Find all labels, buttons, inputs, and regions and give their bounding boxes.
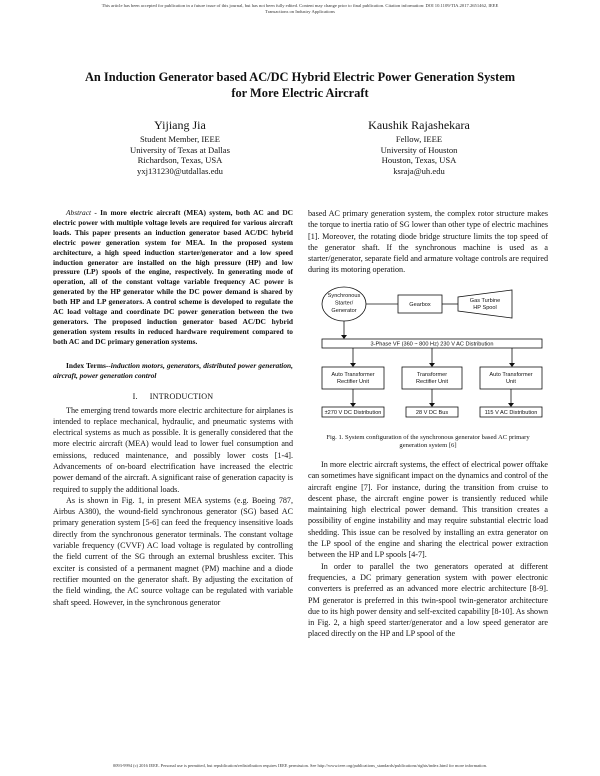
figure-1-caption: Fig. 1. System configuration of the synchronous generator based AC primary generation system [6] bbox=[326, 433, 530, 450]
system-diagram bbox=[308, 282, 548, 432]
author-block-2 bbox=[309, 118, 529, 177]
author-membership: Fellow, IEEE bbox=[395, 134, 443, 144]
body-paragraph: In order to parallel the two generators operated at different frequencies, a DC primary generation system with power electronic converters is preferred as an advanced more electric architecture [8-9]. PM generator is preferred in this twin-spool twin-generator architecture due to its high power density and self-excited capability [8-10]. As shown in Fig. 2, a high speed starter/generator and a low speed generator are placed directly on the HP and LP spool of the bbox=[308, 561, 548, 639]
atu-box bbox=[480, 367, 542, 389]
tru-label-2: Rectifier Unit bbox=[415, 378, 449, 385]
abstract-text: - In more electric aircraft (MEA) system, both AC and DC electric power with multiple voltage levels are required for various aircraft loads. This paper presents an induction generator based AC/DC hybrid electric power generation system for MEA. In the proposed system architecture, a high speed induction starter/generator and a low speed induction generator are installed on the high pressure (HP) and low pressure (LP) spools of the engine, respectively. In generating mode of operation, all of the constant voltage variable frequency AC power is generated by the HP generator while the DC power demand is shared by both HP and LP generators. A control scheme is developed to regulate the AC load voltage and coordinate DC power generation between the two generators. The proposed induction generator based AC/DC hybrid generation system results in reduced hardware requirement compared to both AC and DC primary generation systems. bbox=[53, 208, 293, 346]
tru-box bbox=[402, 367, 462, 389]
author-location: Richardson, Texas, USA bbox=[137, 155, 223, 166]
abstract bbox=[53, 208, 293, 347]
author-block-1 bbox=[70, 118, 290, 177]
generator-label-2: Starter/ bbox=[334, 300, 354, 307]
title-line1: An Induction Generator based AC/DC Hybrid Electric Power Generation System bbox=[84, 70, 516, 84]
author-membership: Student Member, IEEE bbox=[139, 134, 221, 144]
turbine-label-1: Gas Turbine bbox=[469, 297, 501, 304]
gearbox-label: Gearbox bbox=[409, 301, 431, 308]
author-location: Houston, Texas, USA bbox=[381, 155, 457, 166]
author-name: Kaushik Rajashekara bbox=[368, 118, 470, 132]
journal-header-note bbox=[0, 3, 600, 15]
atru-label-1: Auto Transformer bbox=[331, 371, 375, 378]
paper-title bbox=[40, 70, 560, 101]
right-column bbox=[308, 208, 548, 640]
ac-bus-label: 3-Phase VF (360 ~ 800 Hz) 230 V AC Distribution bbox=[370, 341, 494, 348]
dist-label-3: 115 V AC Distribution bbox=[484, 409, 538, 416]
atu-label-1: Auto Transformer bbox=[489, 371, 533, 378]
body-paragraph: based AC primary generation system, the complex rotor structure makes the torque to inertia ratio of SG lower than other type of electric machines [1]. Moreover, the rotating diode bridge structure limits the top speed of the generator shaft. If the synchronous machine is used as a starter/generator, separate field and armature voltage controls are required during its motoring operation. bbox=[308, 209, 548, 275]
index-terms bbox=[53, 361, 293, 381]
left-column bbox=[53, 208, 293, 608]
tru-label-1: Transformer bbox=[416, 371, 448, 378]
index-terms-lead: Index Terms-- bbox=[66, 360, 111, 370]
dist-label-2: 28 V DC Bus bbox=[415, 409, 449, 416]
section-title: INTRODUCTION bbox=[149, 391, 214, 401]
index-terms-text: induction motors, generators, distributed power generation, aircraft, power generation control bbox=[53, 360, 293, 380]
body-paragraph: In more electric aircraft systems, the effect of electrical power offtake can sometimes have significant impact on the dynamics and control of the aircraft engine [7]. For instance, during the transition from cruise to descent phase, the aircraft engine power is transiently reduced while maintaining high electrical power demand. This transition creates a possibility of engine instability and may require substantial electric load shedding. This issue can be resolved by installing an extra generator on the LP spool of the engine and sharing the electrical power extraction between the HP and LP spools [4-7]. bbox=[308, 459, 548, 560]
dist-label-1: ±270 V DC Distribution bbox=[324, 409, 382, 416]
atu-label-2: Unit bbox=[506, 378, 516, 385]
author-email: ksraja@uh.edu bbox=[393, 166, 445, 177]
section-number: I. bbox=[132, 391, 138, 401]
author-name: Yijiang Jia bbox=[154, 118, 206, 132]
generator-label-3: Generator bbox=[331, 307, 357, 314]
header-note-line1: This article has been accepted for publication in a future issue of this journal, but has not been fully edited. Content may change prior to final publication. Citation information: DOI 10.1109/TIA.2017.2651462, IEEE bbox=[101, 3, 499, 8]
section-heading bbox=[53, 391, 293, 402]
author-email: yxj131230@utdallas.edu bbox=[137, 166, 223, 177]
atru-box bbox=[322, 367, 384, 389]
atru-label-2: Rectifier Unit bbox=[336, 378, 370, 385]
generator-label-1: Synchronous bbox=[327, 292, 361, 299]
author-affiliation: University of Texas at Dallas bbox=[130, 144, 230, 155]
title-line2: for More Electric Aircraft bbox=[231, 85, 369, 100]
body-paragraph: The emerging trend towards more electric architecture for airplanes is intended to replace mechanical, hydraulic, and pneumatic systems with electrical systems as much as possible. It is generally considered that the more electric aircraft (MEA) would lead to lower fuel consumption and emissions, reduced maintenance, and possibly lower costs [1-4]. Advancements of on-board electrification have increased the electric power demand of the aircraft. A significant raise of generation capacity is required to supply the additional loads. bbox=[53, 405, 293, 494]
turbine-label-2: HP Spool bbox=[473, 304, 497, 311]
figure-1 bbox=[308, 282, 548, 451]
copyright-footer: 0093-9994 (c) 2016 IEEE. Personal use is permitted, but republication/redistribution requires IEEE permission. See http://www.ieee.org/publications_standards/publications/rights/index.html for more information. bbox=[113, 763, 487, 768]
abstract-lead: Abstract bbox=[66, 208, 92, 217]
body-paragraph: As is shown in Fig. 1, in present MEA systems (e.g. Boeing 787, Airbus A380), the wound-field synchronous generator (SG) based AC primary generation system [5-6] can feed the frequency insensitive loads directly from the synchronous generator terminals. The constant voltage variable frequency (CVVF) AC load voltage is regulated by controlling the field current of the SG through an external brushless exciter. This exciter is consisted of a permanent magnet (PM) machine and a diode rectifier mounted on the generator shaft. By adjusting the excitation of the field winding, the AC source voltage can be regulated with variable shaft speed. However, in the synchronous generator bbox=[53, 495, 293, 607]
gas-turbine-shape bbox=[458, 290, 512, 318]
header-note-line2: Transactions on Industry Applications bbox=[265, 9, 335, 15]
author-affiliation: University of Houston bbox=[380, 144, 458, 155]
